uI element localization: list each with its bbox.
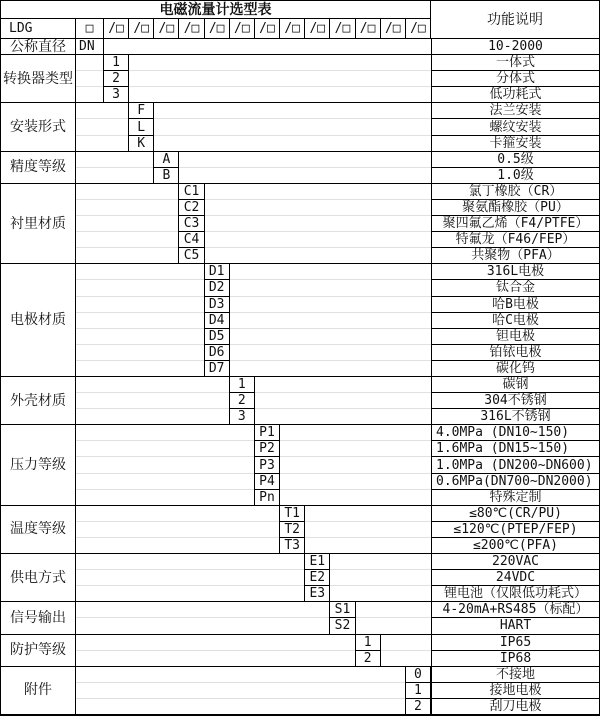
code-cell: C3 <box>178 215 204 232</box>
description-cell: 0.5级 <box>431 152 599 168</box>
description-cell: 1.6MPa (DN15~150) <box>431 441 599 457</box>
filler <box>154 136 431 152</box>
description-cell: 聚氨酯橡胶（PU） <box>431 200 599 216</box>
filler <box>205 248 431 264</box>
description-cell: 螺纹安装 <box>431 119 599 135</box>
filler <box>330 554 431 570</box>
description-cell: 钽电极 <box>431 329 599 345</box>
filler <box>230 264 431 280</box>
filler <box>76 280 205 296</box>
filler <box>76 457 255 473</box>
description-cell: 法兰安装 <box>431 103 599 119</box>
filler <box>76 602 330 618</box>
description-cell: IP68 <box>431 651 599 667</box>
code-cell: S2 <box>329 617 355 634</box>
filler <box>179 152 431 168</box>
filler <box>280 457 431 473</box>
description-cell: 4-20mA+RS485（标配） <box>431 602 599 618</box>
filler <box>76 345 205 361</box>
filler <box>76 136 129 152</box>
filler <box>381 635 431 651</box>
filler <box>76 329 205 345</box>
filler <box>255 377 431 393</box>
description-cell: 氯丁橡胶（CR） <box>431 184 599 200</box>
filler <box>76 377 230 393</box>
filler <box>76 651 356 667</box>
code-cell: D4 <box>204 312 230 329</box>
filler <box>76 55 104 71</box>
model-slash-code-box: /□ <box>205 19 230 39</box>
category-label-6: 电极材质 <box>1 264 76 377</box>
filler <box>129 71 431 87</box>
model-slash-code-box: /□ <box>129 19 154 39</box>
code-cell: DN <box>75 38 104 55</box>
description-cell: HART <box>431 618 599 634</box>
description-cell: 碳钢 <box>431 377 599 393</box>
code-cell: D1 <box>204 263 230 280</box>
code-cell: C1 <box>178 183 204 200</box>
code-cell: K <box>128 135 154 152</box>
filler <box>76 152 154 168</box>
filler <box>179 168 431 184</box>
code-cell: C4 <box>178 231 204 248</box>
category-label-12: 防护等级 <box>1 635 76 667</box>
code-cell: C2 <box>178 199 204 216</box>
description-cell: ≤200℃(PFA) <box>431 538 599 554</box>
filler <box>76 168 154 184</box>
description-cell: 聚四氟乙烯（F4/PTFE） <box>431 216 599 232</box>
filler <box>230 297 431 313</box>
model-slash-code-box: /□ <box>305 19 330 39</box>
model-slash-code-box: /□ <box>154 19 179 39</box>
code-cell: 1 <box>355 634 381 651</box>
category-label-1: 公称直径 <box>1 39 76 55</box>
code-cell: A <box>153 151 179 168</box>
filler <box>154 103 431 119</box>
category-label-9: 温度等级 <box>1 506 76 554</box>
filler <box>76 361 205 377</box>
description-cell: 1.0MPa (DN200~DN600) <box>431 457 599 473</box>
description-cell: IP65 <box>431 635 599 651</box>
code-cell: 2 <box>355 650 381 667</box>
filler <box>205 200 431 216</box>
code-cell: 1 <box>103 54 129 71</box>
filler <box>76 522 280 538</box>
description-cell: 接地电极 <box>431 683 599 699</box>
code-cell: D2 <box>204 279 230 296</box>
model-slash-code-box: /□ <box>330 19 355 39</box>
filler <box>255 393 431 409</box>
filler <box>76 699 406 715</box>
filler <box>129 55 431 71</box>
model-prefix: LDG <box>1 19 76 39</box>
code-cell: 0 <box>405 666 431 683</box>
code-cell: Pn <box>254 489 280 506</box>
filler <box>154 119 431 135</box>
description-cell: 一体式 <box>431 55 599 71</box>
filler <box>76 232 179 248</box>
code-cell: D5 <box>204 328 230 345</box>
code-cell: B <box>153 167 179 184</box>
model-slash-code-box: /□ <box>255 19 280 39</box>
model-slash-code-box: /□ <box>406 19 431 39</box>
filler <box>305 522 431 538</box>
filler <box>330 586 431 602</box>
filler <box>76 87 104 103</box>
filler <box>205 184 431 200</box>
description-cell: 4.0MPa (DN10~150) <box>431 425 599 441</box>
filler <box>76 683 406 699</box>
code-cell: D7 <box>204 360 230 377</box>
model-slash-code-box: /□ <box>104 19 129 39</box>
code-cell: E3 <box>304 585 330 602</box>
code-cell: T3 <box>279 537 305 554</box>
code-cell: E1 <box>304 553 330 570</box>
description-cell: 316L电极 <box>431 264 599 280</box>
code-cell: L <box>128 118 154 135</box>
filler <box>230 313 431 329</box>
filler <box>76 103 129 119</box>
code-cell: T1 <box>279 505 305 522</box>
filler <box>230 329 431 345</box>
table-title: 电磁流量计选型表 <box>1 1 431 19</box>
description-cell: 不接地 <box>431 667 599 683</box>
code-cell: C5 <box>178 247 204 264</box>
category-label-11: 信号输出 <box>1 602 76 634</box>
filler <box>76 441 255 457</box>
filler <box>129 87 431 103</box>
model-slash-code-box: /□ <box>381 19 406 39</box>
filler <box>76 538 280 554</box>
code-cell: 3 <box>229 408 255 425</box>
description-cell: 1.0级 <box>431 168 599 184</box>
category-label-3: 安装形式 <box>1 103 76 151</box>
filler <box>76 425 255 441</box>
filler <box>76 184 179 200</box>
code-cell: E2 <box>304 569 330 586</box>
description-cell: 刮刀电极 <box>431 699 599 715</box>
description-cell: 哈B电极 <box>431 297 599 313</box>
description-cell: 锂电池（仅限低功耗式） <box>431 586 599 602</box>
code-cell: 2 <box>405 698 431 715</box>
description-cell: 碳化钨 <box>431 361 599 377</box>
description-cell: ≤80℃(CR/PU) <box>431 506 599 522</box>
filler <box>76 200 179 216</box>
filler <box>230 345 431 361</box>
filler <box>76 490 255 506</box>
filler <box>280 490 431 506</box>
code-cell: P1 <box>254 424 280 441</box>
category-label-2: 转换器类型 <box>1 55 76 103</box>
filler <box>104 39 431 55</box>
filler <box>76 313 205 329</box>
filler <box>76 570 305 586</box>
model-slash-code-box: /□ <box>179 19 204 39</box>
model-slash-code-box: /□ <box>356 19 381 39</box>
filler <box>305 538 431 554</box>
code-cell: 3 <box>103 86 129 103</box>
model-slash-code-box: /□ <box>230 19 255 39</box>
category-label-13: 附件 <box>1 667 76 715</box>
category-label-4: 精度等级 <box>1 152 76 184</box>
filler <box>356 602 431 618</box>
code-cell: P3 <box>254 456 280 473</box>
code-cell: 1 <box>405 682 431 699</box>
filler <box>205 232 431 248</box>
filler <box>76 297 205 313</box>
filler <box>356 618 431 634</box>
description-cell: 304不锈钢 <box>431 393 599 409</box>
description-cell: 哈C电极 <box>431 313 599 329</box>
filler <box>76 216 179 232</box>
code-cell: 1 <box>229 376 255 393</box>
filler <box>255 409 431 425</box>
filler <box>305 506 431 522</box>
filler <box>76 264 205 280</box>
category-label-7: 外壳材质 <box>1 377 76 425</box>
filler <box>330 570 431 586</box>
model-first-code-box: □ <box>76 19 104 39</box>
function-description-header: 功能说明 <box>431 1 599 39</box>
description-cell: 卡箍安装 <box>431 136 599 152</box>
code-cell: F <box>128 102 154 119</box>
filler <box>76 618 330 634</box>
description-cell: 316L不锈钢 <box>431 409 599 425</box>
code-cell: P2 <box>254 440 280 457</box>
filler <box>76 393 230 409</box>
code-cell: 2 <box>103 70 129 87</box>
description-cell: 0.6MPa(DN700~DN2000) <box>431 474 599 490</box>
filler <box>280 474 431 490</box>
description-cell: 特殊定制 <box>431 490 599 506</box>
filler <box>205 216 431 232</box>
code-cell: D3 <box>204 296 230 313</box>
filler <box>76 635 356 651</box>
filler <box>230 361 431 377</box>
code-cell: 2 <box>229 392 255 409</box>
description-cell: 铂铱电极 <box>431 345 599 361</box>
code-cell: D6 <box>204 344 230 361</box>
filler <box>381 651 431 667</box>
description-cell: ≤120℃(PTEP/FEP) <box>431 522 599 538</box>
description-cell: 低功耗式 <box>431 87 599 103</box>
code-cell: T2 <box>279 521 305 538</box>
filler <box>76 409 230 425</box>
filler <box>76 554 305 570</box>
description-cell: 分体式 <box>431 71 599 87</box>
filler <box>76 71 104 87</box>
category-label-10: 供电方式 <box>1 554 76 602</box>
category-label-8: 压力等级 <box>1 425 76 505</box>
filler <box>76 119 129 135</box>
code-cell: P4 <box>254 473 280 490</box>
filler <box>280 425 431 441</box>
filler <box>76 248 179 264</box>
description-cell: 特氟龙（F46/FEP） <box>431 232 599 248</box>
model-slash-code-box: /□ <box>280 19 305 39</box>
filler <box>76 506 280 522</box>
description-cell: 钛合金 <box>431 280 599 296</box>
description-cell: 24VDC <box>431 570 599 586</box>
filler <box>280 441 431 457</box>
filler <box>76 586 305 602</box>
filler <box>76 667 406 683</box>
description-cell: 共聚物（PFA） <box>431 248 599 264</box>
description-cell: 10-2000 <box>431 39 599 55</box>
filler <box>76 474 255 490</box>
code-cell: S1 <box>329 601 355 618</box>
description-cell: 220VAC <box>431 554 599 570</box>
category-label-5: 衬里材质 <box>1 184 76 264</box>
filler <box>230 280 431 296</box>
